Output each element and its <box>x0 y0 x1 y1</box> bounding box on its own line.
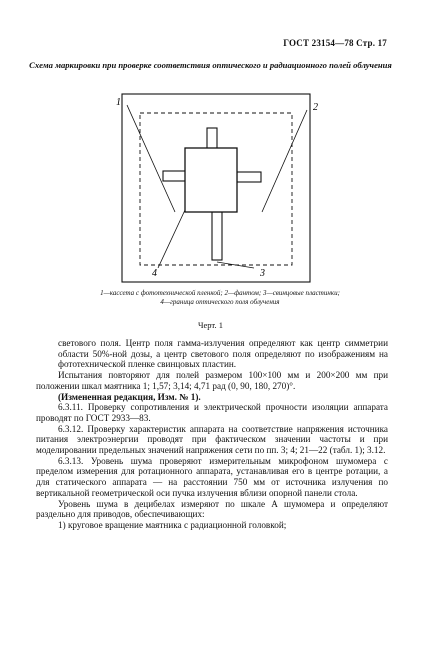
paragraph: светового поля. Центр поля гамма-излучения определяют как центр симметрии области 50%-ной дозы, а центр светового поля определяют по изображениям на фототехнической пленке свинцовых пластин. <box>58 338 388 370</box>
body-text <box>36 338 388 531</box>
figure-caption: 1—кассета с фототехнической пленкой; 2—фантом; 3—свинцовые пластинки; 4—граница оптического поля облучения <box>100 289 340 306</box>
paragraph: 1) круговое вращение маятника с радиационной головкой; <box>58 519 287 530</box>
lead-plate-right <box>237 172 261 182</box>
paragraph: 6.3.13. Уровень шума проверяют измерительным микрофоном шумомера с пределом измерения для ротационного аппарата, устанавливая его в центре ротации, а для статического аппарата — на расстоянии 750 мм от источника излучения по вертикальной геометрической оси пучка излучения вблизи опорной панели стола. <box>36 455 388 498</box>
phantom <box>185 148 237 212</box>
leader-2 <box>262 110 307 212</box>
leader-4 <box>158 210 185 268</box>
paragraph: Уровень шума в децибелах измеряют по шкале А шумомера и определяют раздельно для приводов, обеспечивающих: <box>36 498 388 520</box>
label-3: 3 <box>260 268 265 279</box>
label-4: 4 <box>152 268 157 279</box>
paragraph: 6.3.12. Проверку характеристик аппарата на соответствие напряжения источника питания электроэнергии проводят при фактическом значении частоты и при моделировании предельных значений напряжения сети по пп. 3; 4; 21—22 (табл. 1); 3.12. <box>36 423 388 456</box>
leader-1 <box>127 105 175 212</box>
label-1: 1 <box>116 97 121 108</box>
paragraph: (Измененная редакция, Изм. № 1). <box>58 391 201 402</box>
lead-plate-top <box>207 128 217 150</box>
lead-plate-bottom <box>212 212 222 260</box>
paragraph: 6.3.11. Проверку сопротивления и электрической прочности изоляции аппарата проводят по ГОСТ 2933—83. <box>36 402 388 423</box>
lead-plate-left <box>163 171 187 181</box>
label-2: 2 <box>313 102 318 113</box>
figure-number: Черт. 1 <box>197 320 223 330</box>
figure-title: Схема маркировки при проверке соответствия оптического и радиационного полей облучения <box>29 60 392 70</box>
page-header: ГОСТ 23154—78 Стр. 17 <box>283 38 387 48</box>
paragraph: Испытания повторяют для полей размером 100×100 мм и 200×200 мм при положении шкал маятника 1; 1,57; 3,14; 4,71 рад (0, 90, 180, 270)°. <box>36 370 388 391</box>
